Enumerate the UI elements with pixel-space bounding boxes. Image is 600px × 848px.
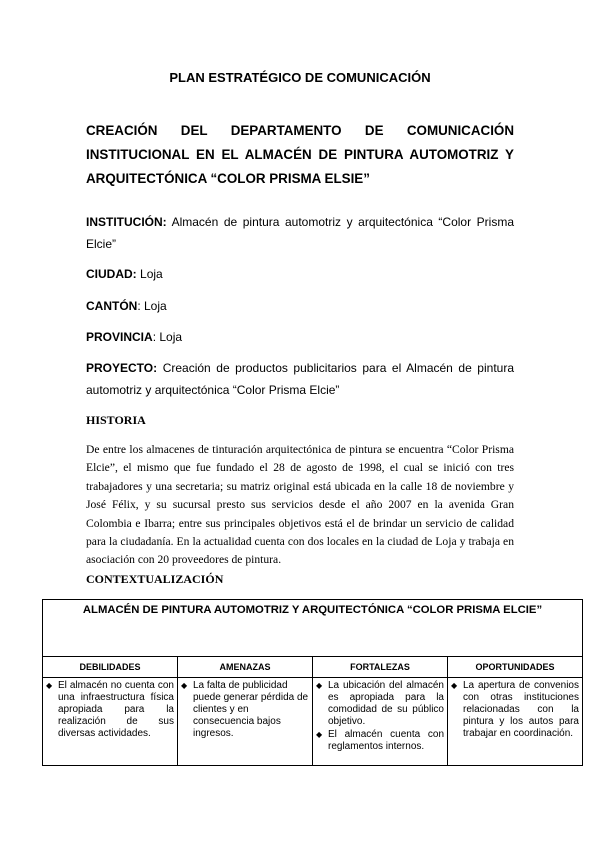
header-fortalezas: FORTALEZAS (313, 657, 448, 678)
header-amenazas: AMENAZAS (178, 657, 313, 678)
list-item (46, 680, 174, 740)
swot-title: ALMACÉN DE PINTURA AUTOMOTRIZ Y ARQUITECTÓNICA “COLOR PRISMA ELCIE” (82, 604, 543, 616)
diamond-bullet-icon: ◆ (316, 681, 323, 690)
provincia-label: PROVINCIA (86, 330, 153, 344)
list-item (316, 680, 444, 728)
provincia-field (86, 326, 514, 348)
proyecto-value-line-2: automotriz y arquitectónica “Color Prisma Elcie” (86, 383, 340, 397)
canton-label: CANTÓN (86, 299, 138, 313)
institucion-label: INSTITUCIÓN: (86, 215, 167, 229)
amenazas-cell (178, 678, 313, 766)
institucion-value-line-2: Elcie” (86, 237, 117, 251)
fortaleza-text-2: El almacén cuenta con reglamentos internos. (328, 729, 444, 752)
contextualizacion-heading: CONTEXTUALIZACIÓN (86, 572, 224, 586)
swot-title-cell (43, 600, 583, 657)
subtitle-line-1: CREACIÓN DEL DEPARTAMENTO DE COMUNICACIÓN (86, 123, 514, 138)
fortalezas-cell (313, 678, 448, 766)
historia-paragraph: De entre los almacenes de tinturación arquitectónica de pintura se encuentra “Color Prisma Elcie”, el mismo que fue fundado el 28 de agosto de 1998, el cual se inició con tres trabajadores y una secretaria; su matriz original está ubicada en la calle 18 de noviembre y José Félix, y su sucursal presto sus servicios desde el año 2007 en la avenida Gran Colombia e Ibarra; entre sus principales objetivos está el de brindar un servicio de calidad para la ciudadanía. En la actualidad cuenta con dos locales en la ciudad de Loja y trabaja en asociación con 20 proveedores de pintura. (86, 443, 514, 567)
list-item (451, 680, 579, 740)
list-item (316, 729, 444, 753)
proyecto-label: PROYECTO: (86, 361, 158, 375)
oportunidades-cell (448, 678, 583, 766)
institucion-field (86, 211, 514, 255)
subtitle-line-2: INSTITUCIONAL EN EL ALMACÉN DE PINTURA AUTOMOTRIZ Y (86, 147, 514, 162)
ciudad-value: Loja (140, 267, 163, 281)
fortaleza-text-1: La ubicación del almacén es apropiada para la comodidad de su público objetivo. (328, 680, 444, 727)
oportunidad-text: La apertura de convenios con otras instituciones relacionadas con la pintura y los autos para trabajar en coordinación. (463, 680, 579, 739)
amenaza-text: La falta de publicidad puede generar pérdida de clientes y en consecuencia bajos ingresos. (193, 680, 309, 739)
subtitle-line-3: ARQUITECTÓNICA “COLOR PRISMA ELSIE” (86, 171, 370, 186)
document-subtitle (86, 119, 514, 191)
page-title: PLAN ESTRATÉGICO DE COMUNICACIÓN (169, 70, 431, 85)
list-item (181, 680, 309, 740)
canton-value: : Loja (137, 299, 167, 313)
debilidad-text: El almacén no cuenta con una infraestructura física apropiada para la realización de sus diversas actividades. (58, 680, 174, 739)
debilidades-cell (43, 678, 178, 766)
provincia-value: : Loja (152, 330, 183, 344)
diamond-bullet-icon: ◆ (451, 681, 458, 690)
historia-heading: HISTORIA (86, 413, 146, 427)
institucion-value-line-1: Almacén de pintura automotriz y arquitectónica “Color Prisma (171, 215, 514, 229)
ciudad-label: CIUDAD: (86, 267, 137, 281)
diamond-bullet-icon: ◆ (181, 681, 188, 690)
header-oportunidades: OPORTUNIDADES (448, 657, 583, 678)
proyecto-field (86, 357, 514, 401)
header-debilidades: DEBILIDADES (43, 657, 178, 678)
canton-field (86, 295, 514, 317)
proyecto-value-line-1: Creación de productos publicitarios para el Almacén de pintura (162, 361, 514, 375)
diamond-bullet-icon: ◆ (316, 730, 323, 739)
swot-table (42, 599, 583, 766)
ciudad-field (86, 263, 514, 285)
diamond-bullet-icon: ◆ (46, 681, 53, 690)
